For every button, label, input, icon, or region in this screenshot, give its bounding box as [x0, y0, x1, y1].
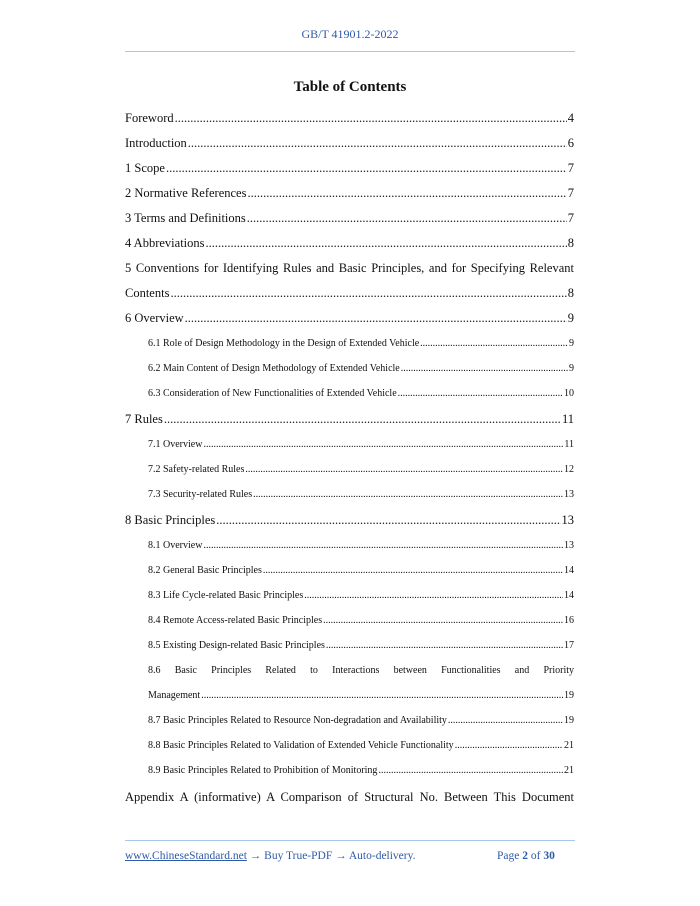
- toc-entry-8-3[interactable]: 8.3 Life Cycle-related Basic Principles ..... 14: [148, 590, 574, 601]
- toc-entry-8-5[interactable]: 8.5 Existing Design-related Basic Principles ..... 17: [148, 640, 574, 651]
- page-of: of: [530, 850, 541, 862]
- toc-entry-abbreviations[interactable]: 4 Abbreviations ..... 8: [125, 236, 574, 251]
- toc-entry-7-3[interactable]: 7.3 Security-related Rules ..... 13: [148, 489, 574, 500]
- delivery-text: Auto-delivery.: [348, 850, 416, 862]
- arrow-right-icon: →: [335, 850, 347, 862]
- toc-entry-7-2[interactable]: 7.2 Safety-related Rules ..... 12: [148, 464, 574, 475]
- toc-entry-8-8[interactable]: 8.8 Basic Principles Related to Validation of Extended Vehicle Functionality ..... 21: [148, 740, 574, 751]
- footer-divider: [125, 840, 575, 841]
- toc-entry-6-2[interactable]: 6.2 Main Content of Design Methodology of Extended Vehicle ..... 9: [148, 363, 574, 374]
- toc-entry-conventions[interactable]: 5 Conventions for Identifying Rules and Basic Principles, and for Specifying Relevant: [125, 261, 574, 275]
- page-total: 30: [543, 850, 555, 862]
- arrow-right-icon: →: [249, 850, 262, 862]
- toc-entry-terms-definitions[interactable]: 3 Terms and Definitions ..... 7: [125, 211, 574, 226]
- toc-entry-8-6[interactable]: 8.6 Basic Principles Related to Interactions between Functionalities and Priority: [148, 665, 574, 676]
- toc-entry-foreword[interactable]: Foreword ..... 4: [125, 111, 574, 126]
- toc-entry-8-9[interactable]: 8.9 Basic Principles Related to Prohibition of Monitoring ..... 21: [148, 765, 574, 776]
- toc-entry-8-2[interactable]: 8.2 General Basic Principles ..... 14: [148, 565, 574, 576]
- toc-entry-appendix-a[interactable]: Appendix A (informative) A Comparison of Structural No. Between This Document: [125, 790, 574, 804]
- toc-entry-6-1[interactable]: 6.1 Role of Design Methodology in the Design of Extended Vehicle ..... 9: [148, 338, 574, 349]
- toc-entry-6-3[interactable]: 6.3 Consideration of New Functionalities of Extended Vehicle ..... 10: [148, 388, 574, 399]
- page-title: Table of Contents: [293, 79, 407, 95]
- toc-entry-7-1[interactable]: 7.1 Overview ..... 11: [148, 439, 574, 450]
- page-number: [497, 850, 555, 862]
- toc-entry-8-7[interactable]: 8.7 Basic Principles Related to Resource Non-degradation and Availability ..... 19: [148, 715, 574, 726]
- toc-entry-conventions-contents[interactable]: Contents ..... 8: [125, 286, 574, 301]
- toc-entry-introduction[interactable]: Introduction ..... 6: [125, 136, 574, 151]
- toc-entry-8-1[interactable]: 8.1 Overview ..... 13: [148, 540, 574, 551]
- page-current: 2: [522, 850, 528, 862]
- toc-entry-scope[interactable]: 1 Scope ..... 7: [125, 161, 574, 176]
- toc-entry-basic-principles[interactable]: 8 Basic Principles ..... 13: [125, 513, 574, 528]
- toc-entry-normative-references[interactable]: 2 Normative References ..... 7: [125, 186, 574, 201]
- site-link[interactable]: www.ChineseStandard.net: [125, 850, 247, 862]
- toc-entry-8-6-management[interactable]: Management ..... 19: [148, 690, 574, 701]
- toc-entry-8-4[interactable]: 8.4 Remote Access-related Basic Principles ..... 16: [148, 615, 574, 626]
- toc-entry-overview[interactable]: 6 Overview ..... 9: [125, 311, 574, 326]
- toc-entry-rules[interactable]: 7 Rules ..... 11: [125, 412, 574, 427]
- footer-links: [125, 850, 416, 862]
- document-code: GB/T 41901.2-2022: [301, 27, 399, 41]
- table-of-contents: [125, 0, 574, 906]
- page-label: Page: [497, 850, 520, 862]
- buy-link[interactable]: Buy True-PDF: [264, 850, 333, 862]
